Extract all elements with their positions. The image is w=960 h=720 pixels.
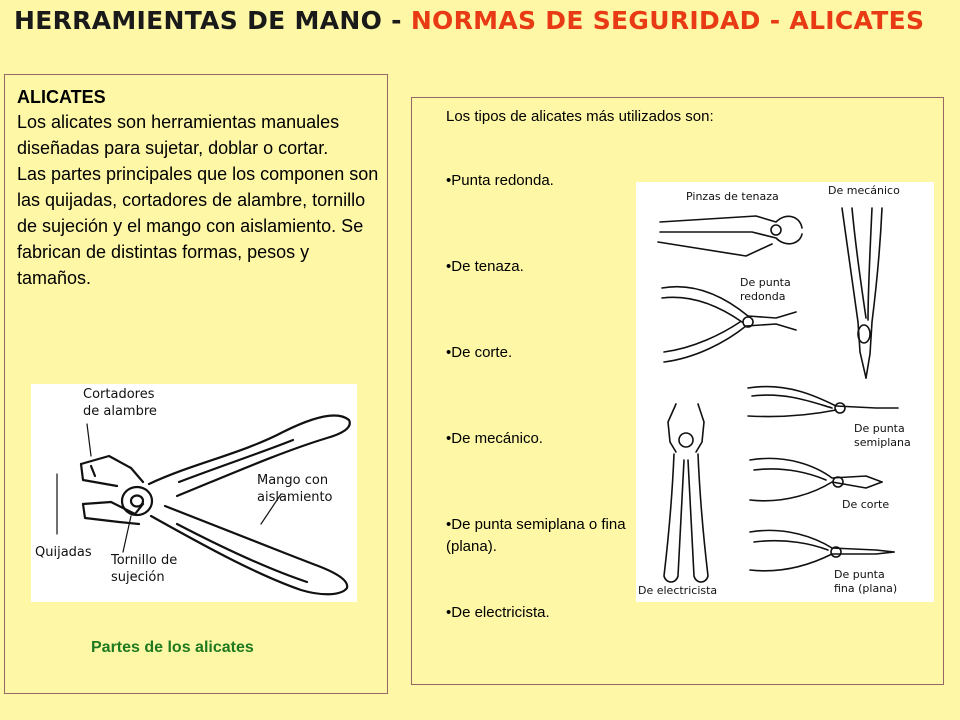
label-electricista: De electricista	[638, 584, 718, 597]
description-paragraph-1: Los alicates son herramientas manuales diseñadas para sujetar, doblar o cortar.	[17, 112, 340, 158]
label-semiplana	[854, 422, 911, 450]
label-semiplana-line2: semiplana	[854, 436, 911, 449]
label-punta-redonda-line1: De punta	[740, 276, 791, 289]
pliers-parts-diagram	[31, 384, 357, 602]
list-item: •De punta semiplana o fina (plana).	[446, 516, 626, 555]
label-corte: De corte	[842, 498, 890, 511]
label-quijadas: Quijadas	[35, 545, 92, 560]
label-pinzas-tenaza: Pinzas de tenaza	[686, 190, 779, 203]
label-mecanico: De mecánico	[828, 184, 900, 197]
list-item: •De mecánico.	[446, 430, 543, 447]
label-mango	[257, 472, 333, 506]
label-tornillo-line2: sujeción	[111, 570, 165, 585]
label-punta-fina-line2: fina (plana)	[834, 582, 898, 595]
types-intro: Los tipos de alicates más utilizados son:	[446, 108, 714, 125]
description-paragraph-2: Las partes principales que los componen son las quijadas, cortadores de alambre, tornillo de sujeción y el mango con aislamiento. Se fabrican de distintas formas, pesos y tamaños.	[17, 164, 379, 288]
page-title	[14, 6, 954, 40]
label-punta-redonda	[740, 276, 791, 304]
diagram-caption: Partes de los alicates	[91, 639, 254, 656]
label-punta-redonda-line2: redonda	[740, 290, 786, 303]
label-tornillo	[111, 552, 177, 586]
label-cortadores-line2: de alambre	[83, 404, 157, 419]
pliers-types-illustration	[636, 182, 934, 602]
title-safety-norms: NORMAS DE SEGURIDAD -	[410, 6, 790, 35]
section-heading: ALICATES	[17, 87, 106, 107]
description-text	[17, 109, 387, 291]
label-mango-line1: Mango con	[257, 473, 329, 488]
label-mango-line2: aislamiento	[257, 490, 333, 505]
pliers-description-panel	[4, 74, 388, 694]
pliers-types-panel	[411, 97, 944, 685]
label-punta-fina-line1: De punta	[834, 568, 885, 581]
label-punta-fina	[834, 568, 897, 596]
title-pliers: ALICATES	[789, 6, 925, 35]
list-item: •De electricista.	[446, 604, 550, 621]
label-semiplana-line1: De punta	[854, 422, 905, 435]
label-cortadores	[83, 386, 157, 420]
list-item: •Punta redonda.	[446, 172, 554, 189]
label-tornillo-line1: Tornillo de	[111, 553, 178, 568]
pliers-types-diagram	[636, 182, 934, 602]
title-hand-tools: HERRAMIENTAS DE MANO -	[14, 6, 411, 35]
label-cortadores-line1: Cortadores	[83, 387, 155, 402]
list-item: •De tenaza.	[446, 258, 524, 275]
list-item: •De corte.	[446, 344, 513, 361]
